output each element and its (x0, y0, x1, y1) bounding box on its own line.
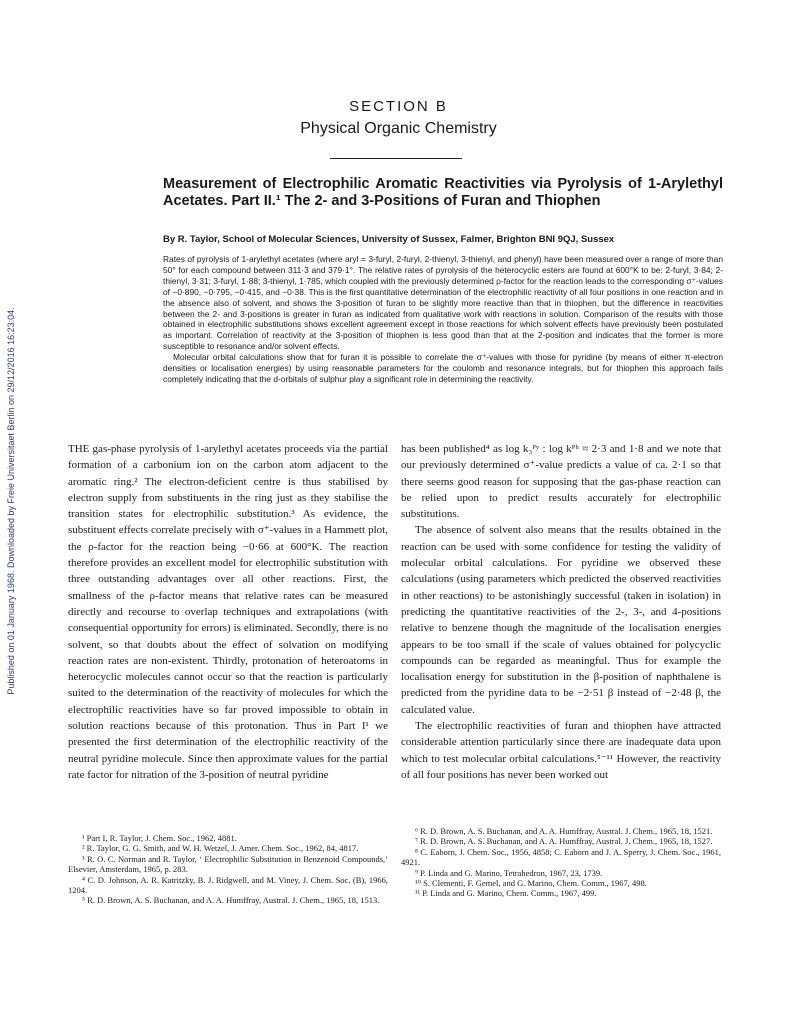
body-paragraph: The absence of solvent also means that the results obtained in the reaction can be used with some confidence for testing the validity of molecular orbital calculations. For pyridine we observed these calculations (using parameters which predicted the observed reactivities in other reactions) to be astonishingly successful (taken in isolation) in predicting the quantitative reactivities of the 2-, 3-, and 4-positions relative to benzene though the magnitude of the localisation energies appears to be too small if the scale of values obtained for polycyclic compounds can be regarded as meaningful. Thus for example the localisation energy for substitution in the β-position of naphthalene is predicted from the pyridine data to be −2·51 β instead of −2·48 β, the calculated value. (401, 524, 721, 716)
body-column-left (68, 441, 388, 783)
reference-item: ⁶ R. D. Brown, A. S. Buchanan, and A. A. Humffray, Austral. J. Chem., 1965, 18, 1521. (415, 826, 713, 836)
body-column-right (401, 441, 721, 783)
abstract-paragraph-2: Molecular orbital calculations show that for furan it is possible to correlate the σ⁺-values with those for pyridine (by means of either π-electron densities or localisation energies) by using reasonable parameters for the coulomb and resonance integrals, but for thiophen this approach fails completely indicating that the d-orbitals of sulphur play a significant role in determining the reactivity. (163, 352, 723, 384)
abstract (163, 254, 723, 385)
watermark-text: Published on 01 January 1968. Downloaded by Freie Universitaet Berlin on 29/12/2016 16:23:04. (6, 307, 16, 695)
reference-item: ¹ Part I, R. Taylor, J. Chem. Soc., 1962, 4881. (82, 833, 237, 843)
reference-item: ² R. Taylor, G. G. Smith, and W. H. Wetzel, J. Amer. Chem. Soc., 1962, 84, 4817. (82, 843, 359, 854)
reference-item: ³ R. O. C. Norman and R. Taylor, ‘ Electrophilic Substitution in Benzenoid Compounds,’ Elsevier, Amsterdam, 1965, p. 283. (68, 853, 388, 875)
references-left (68, 833, 388, 906)
section-subject: Physical Organic Chemistry (300, 120, 497, 137)
section-label: SECTION B (349, 98, 448, 115)
download-watermark (0, 0, 20, 1011)
reference-item: ¹⁰ S. Clementi, F. Gemel, and G. Marino, Chem. Comm., 1967, 498. (415, 878, 647, 889)
reference-item: ¹¹ P. Linda and G. Marino, Chem. Comm., 1967, 499. (415, 888, 597, 899)
title-divider (330, 158, 462, 159)
article-title: Measurement of Electrophilic Aromatic Reactivities via Pyrolysis of 1-Arylethyl Acetates. Part II.¹ The 2- and 3-Positions of Furan and Thiophen (163, 176, 723, 209)
reference-item: ⁴ C. D. Johnson, A. R. Katritzky, B. J. Ridgwell, and M. Viney, J. Chem. Soc. (B), 1966, 1204. (68, 874, 388, 896)
body-paragraph: THE gas-phase pyrolysis of 1-arylethyl acetates proceeds via the partial formation of a carbonium ion on the carbon atom adjacent to the aromatic ring.² The electron-deficient centre is thus stabilised by electron supply from substituents in the ring just as they stabilise the transition states for electrophilic substitution.³ As evidence, the substituent effects correlate precisely with σ⁺-values in a Hammett plot, the ρ-factor for the reaction being −0·66 at 600°K. The reaction therefore provides an excellent model for electrophilic substitution with three outstanding advantages over all other reactions. First, the smallness of the ρ-factor means that relative rates can be measured directly and recourse to overlap techniques and extrapolations (with consequential opportunity for errors) is eliminated. Secondly, there is no solvent, so that doubts about the effect of solvation on modifying reaction rates are non-existent. Thirdly, protonation of heteroatoms in heterocyclic molecules cannot occur so that the reaction is particularly suited to the determination of the reactivity of molecules for which the electrophilic reactivities have so far proved impossible to obtain in solution reactions because of this protonation. Thus in Part I¹ we presented the first determination of the electrophilic reactivity of the neutral pyridine molecule. Since then approximate values for the partial rate factor for nitration of the 3-position of neutral pyridine (68, 443, 388, 781)
reference-item: ⁷ R. D. Brown, A. S. Buchanan, and A. A. Humffray, Austral. J. Chem., 1965, 18, 1527. (415, 836, 713, 847)
abstract-paragraph-1: Rates of pyrolysis of 1-arylethyl acetates (where aryl = 3-furyl, 2-furyl, 2-thienyl, 3-thienyl, and phenyl) have been measured over a range of more than 50° for each compound between 311·3 and 379·1°. The relative rates of pyrolysis of the heterocyclic esters are found at 600°K to be: 2-furyl, 3·84; 2-thienyl, 3·31; 3-furyl, 1·88; 3-thienyl, 1·785, which coupled with the previously determined ρ-factor for the reaction leads to the corresponding σ⁺-values of −0·890, −0·795, −0·415, and −0·38. This is the first quantitative determination of the electrophilic reactivity of all four positions in one reaction and in the absence also of solvent, and shows the 3-position of furan to be slightly more reactive than that in thiophen, but the difference in reactivities between the 2- and 3-positions is greater in furan as indicated from qualitative work with reactions in solution. Comparison of the results with those obtained in electrophilic substitutions shows excellent agreement except in those reactions for which solvent effects have previously been postulated as important. Correlation of reactivity at the 3-position of thiophen is less good than that at the 2-position and indicates that the former is more susceptible to resonance and/or solvent effects. (163, 254, 723, 352)
reference-item: ⁵ R. D. Brown, A. S. Buchanan, and A. A. Humffray, Austral. J. Chem., 1965, 18, 1513. (82, 895, 380, 906)
references-right (401, 826, 721, 899)
body-paragraph: has been published⁴ as log k₃ᴾʸ : log kᴾʰ ≈ 2·3 and 1·8 and we note that our previously determined σ⁺-value predicts a value of ca. 2·1 so that there seems good reason for supposing that the gas-phase reaction can be relied upon to predict results accurately for electrophilic substitutions. (401, 443, 721, 521)
reference-item: ⁸ C. Eaborn, J. Chem. Soc., 1956, 4858; C. Eaborn and J. A. Sperry, J. Chem. Soc., 1961, 4921. (401, 846, 721, 868)
body-paragraph: The electrophilic reactivities of furan and thiophen have attracted considerable attention particularly since there are inadequate data upon which to test molecular orbital calculations.⁵⁻¹¹ However, the reactivity of all four positions has never been worked out (401, 720, 721, 781)
author-byline: By R. Taylor, School of Molecular Sciences, University of Sussex, Falmer, Brighton BNI 9QJ, Sussex (163, 234, 615, 245)
reference-item: ⁹ P. Linda and G. Marino, Tetrahedron, 1967, 23, 1739. (415, 867, 603, 878)
